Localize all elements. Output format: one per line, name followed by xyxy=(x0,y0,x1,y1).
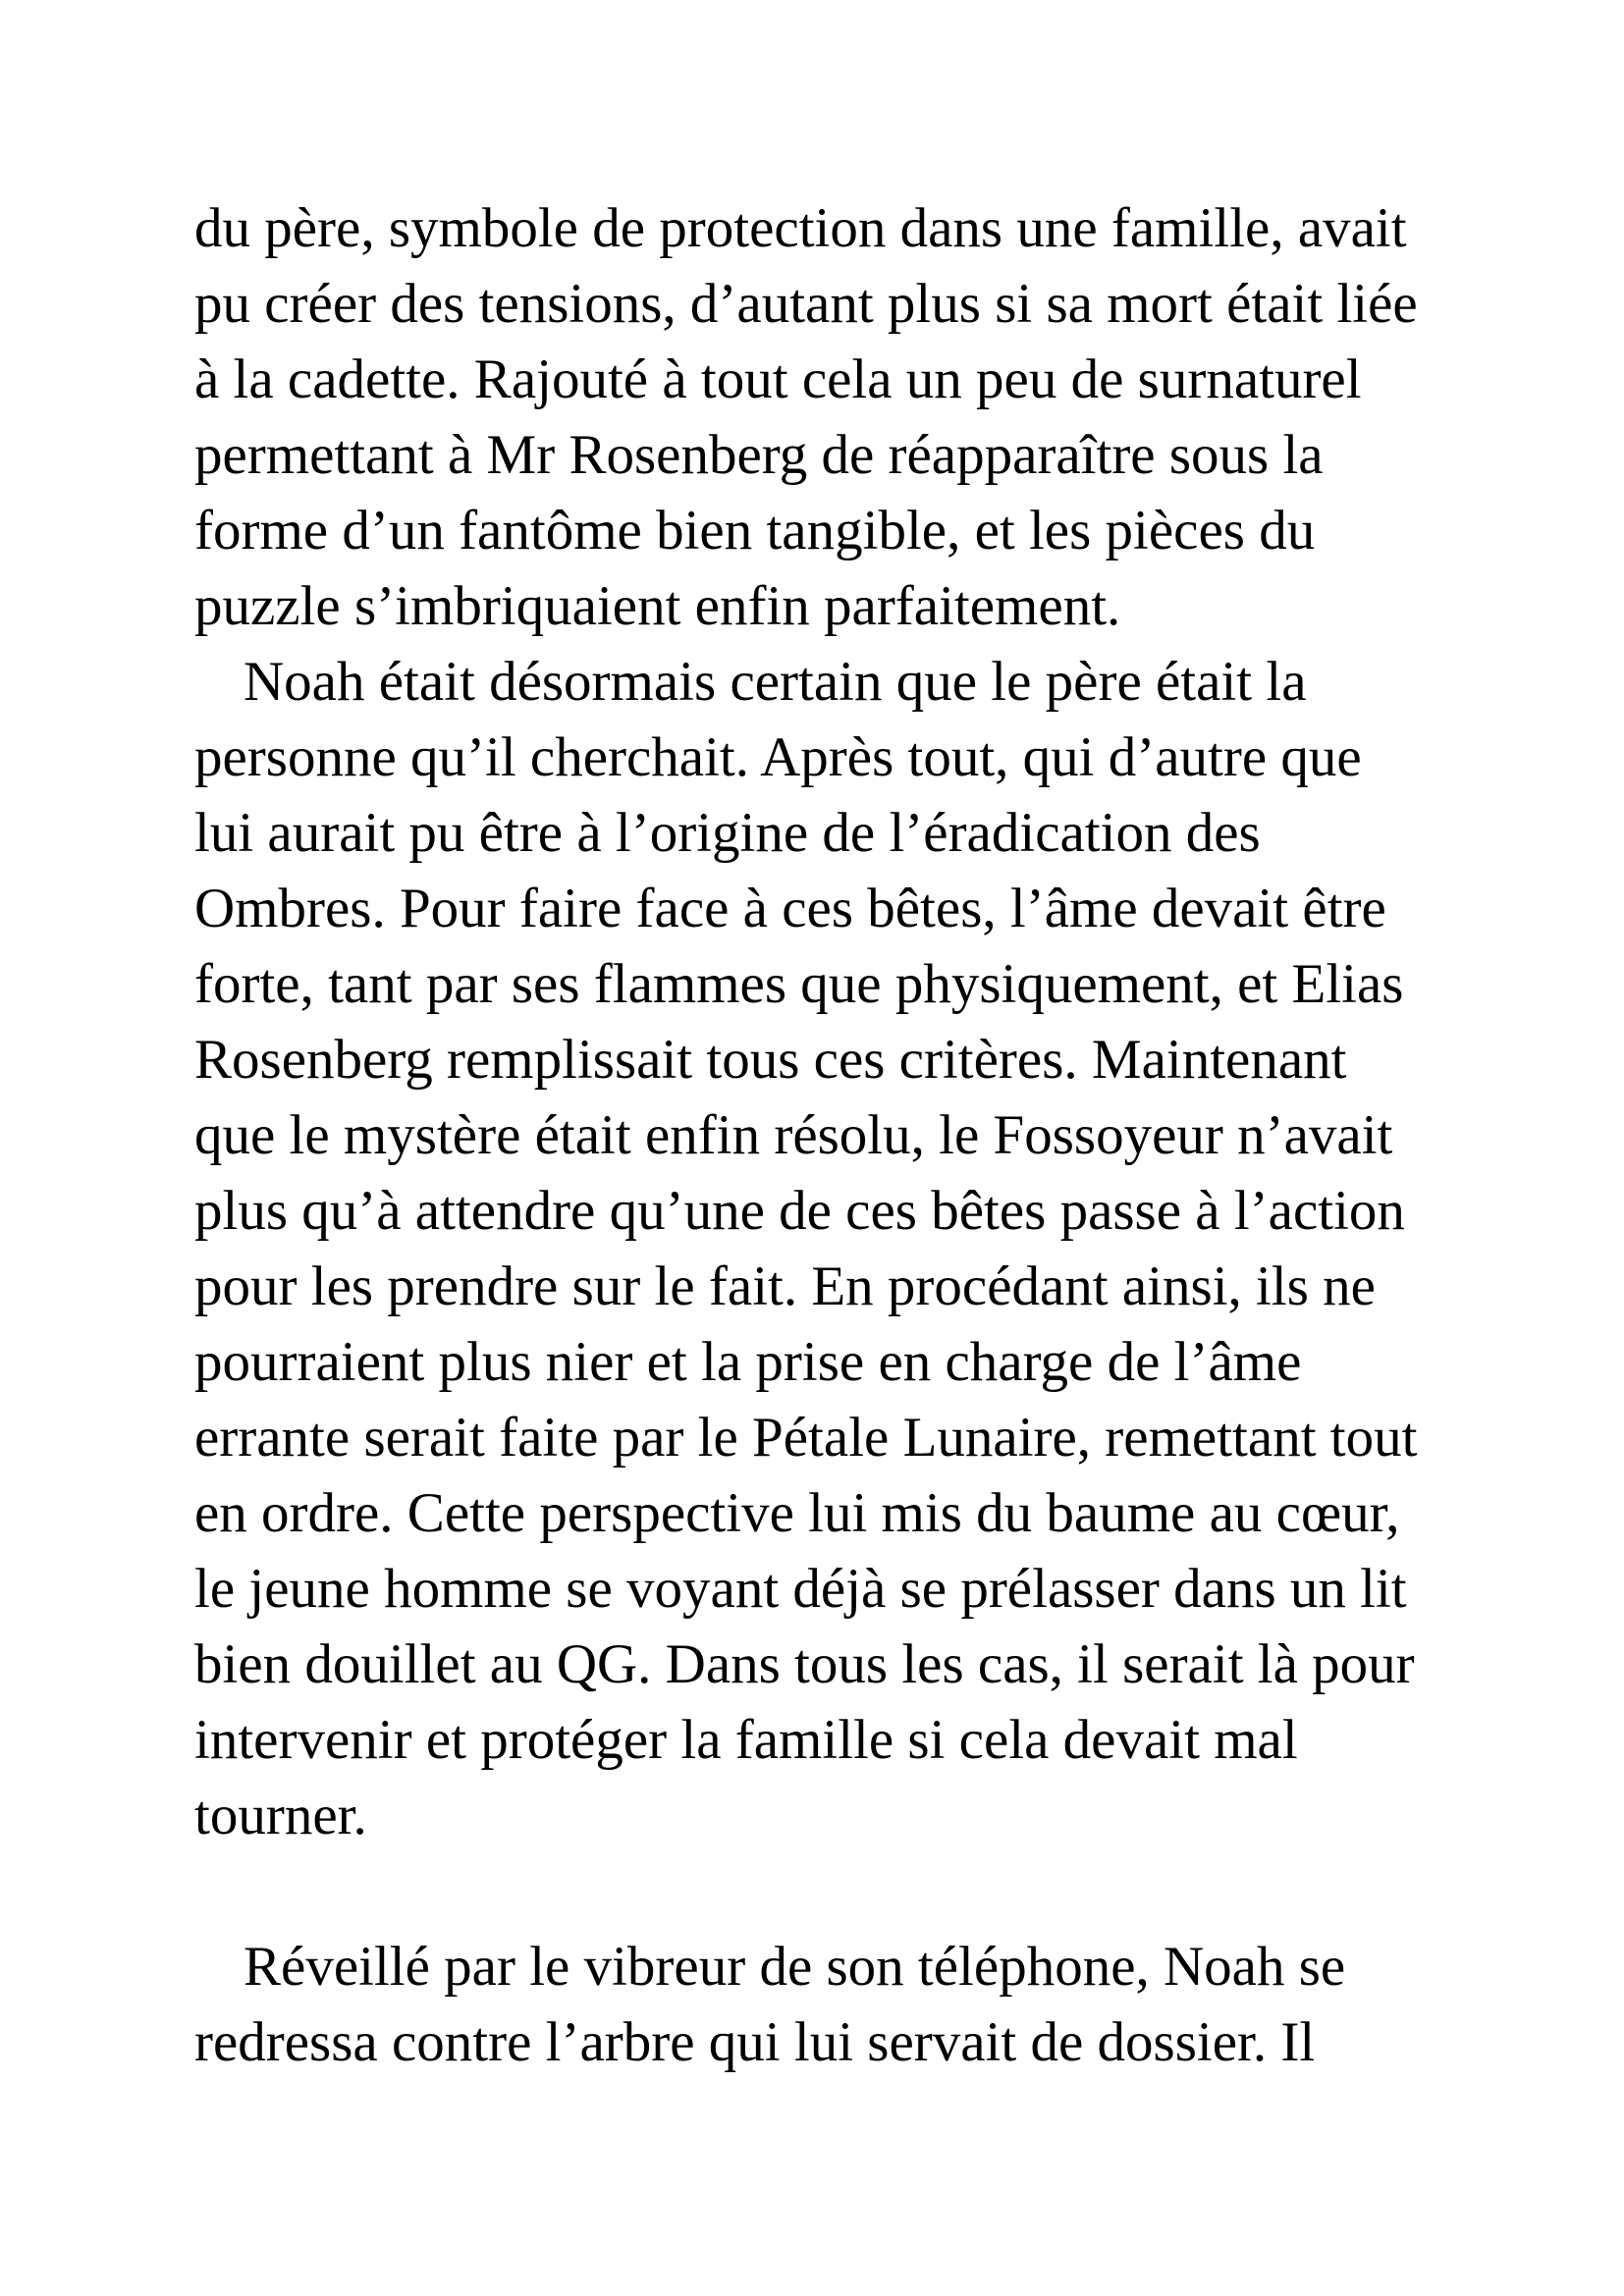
text-line: bien douillet au QG. Dans tous les cas, il serait là pour xyxy=(194,1633,1415,1695)
text-line: Ombres. Pour faire face à ces bêtes, l’âme devait être xyxy=(194,878,1386,939)
text-line: pourraient plus nier et la prise en charge de l’âme xyxy=(194,1331,1302,1393)
section-break xyxy=(194,1853,1429,1929)
text-line: plus qu’à attendre qu’une de ces bêtes passe à l’action xyxy=(194,1180,1405,1242)
paragraph-1 xyxy=(194,190,1429,644)
text-line: personne qu’il cherchait. Après tout, qui d’autre que xyxy=(194,726,1362,788)
text-line: permettant à Mr Rosenberg de réapparaître sous la xyxy=(194,424,1324,486)
text-line: Rosenberg remplissait tous ces critères. Maintenant xyxy=(194,1029,1347,1091)
text-line: Réveillé par le vibreur de son téléphone, Noah se xyxy=(244,1936,1346,1998)
text-line: en ordre. Cette perspective lui mis du baume au cœur, xyxy=(194,1482,1400,1544)
text-line: lui aurait pu être à l’origine de l’éradication des xyxy=(194,802,1261,864)
text-line: forte, tant par ses flammes que physiquement, et Elias xyxy=(194,953,1404,1015)
text-line: pour les prendre sur le fait. En procédant ainsi, ils ne xyxy=(194,1255,1376,1317)
text-line: puzzle s’imbriquaient enfin parfaitement. xyxy=(194,575,1121,637)
paragraph-2 xyxy=(194,644,1429,1853)
text-line: pu créer des tensions, d’autant plus si sa mort était liée xyxy=(194,273,1418,335)
text-line: redressa contre l’arbre qui lui servait de dossier. Il xyxy=(194,2011,1316,2073)
text-line: tourner. xyxy=(194,1785,367,1846)
text-line: à la cadette. Rajouté à tout cela un peu de surnaturel xyxy=(194,348,1362,410)
text-line: le jeune homme se voyant déjà se prélasser dans un lit xyxy=(194,1558,1407,1620)
text-line: forme d’un fantôme bien tangible, et les pièces du xyxy=(194,500,1316,561)
paragraph-3 xyxy=(194,1929,1429,2080)
text-line: intervenir et protéger la famille si cela devait mal xyxy=(194,1709,1298,1771)
text-line: Noah était désormais certain que le père était la xyxy=(244,651,1307,713)
text-line: du père, symbole de protection dans une famille, avait xyxy=(194,197,1407,259)
text-line: errante serait faite par le Pétale Lunaire, remettant tout xyxy=(194,1407,1418,1468)
body-text xyxy=(194,190,1429,2080)
text-line: que le mystère était enfin résolu, le Fossoyeur n’avait xyxy=(194,1104,1393,1166)
